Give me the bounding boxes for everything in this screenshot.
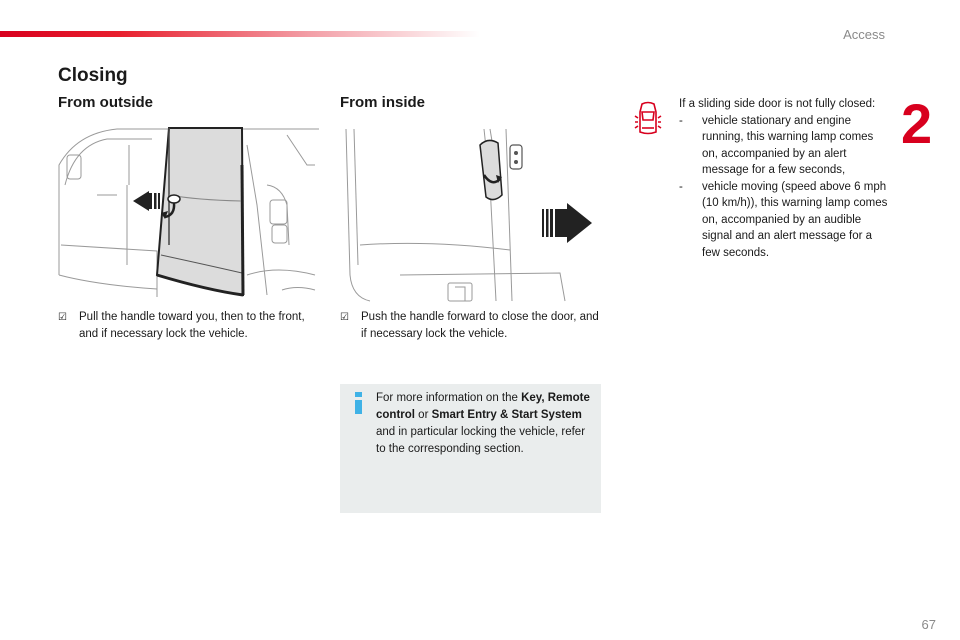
chapter-name: Access [843,27,885,42]
step-text: Pull the handle toward you, then to the front, and if necessary lock the vehicle. [79,311,305,340]
info-text-part: For more information on the [376,392,522,404]
info-text [376,390,591,458]
warning-intro: If a sliding side door is not fully closed: [679,98,876,110]
checkbox-bullet-icon: ☑ [340,312,349,323]
warning-text [679,96,891,261]
heading-from-inside: From inside [340,94,426,111]
info-box [340,384,601,513]
info-icon [353,392,364,414]
info-text-part: and in particular locking the vehicle, refer to the corresponding section. [376,426,586,455]
van-side-door-pull-illustration [57,125,319,303]
warning-item [679,179,891,262]
heading-from-outside: From outside [58,94,154,111]
dash: - [679,114,683,127]
checkbox-bullet-icon: ☑ [58,312,67,323]
warning-item [679,113,891,179]
info-text-part: or [414,409,432,421]
door-open-warning-lamp-icon [633,100,663,138]
dash: - [679,180,683,193]
interior-door-handle-push-illustration [340,125,602,303]
chapter-number: 2 [901,92,933,155]
warning-item-text: vehicle stationary and engine running, this warning lamp comes on, accompanied by an alert message for a few seconds, [702,114,874,176]
header-red-bar [0,31,480,37]
page-number: 67 [921,617,936,632]
info-term-key: Key, Remote control [376,392,590,421]
step-text: Push the handle forward to close the door, and if necessary lock the vehicle. [361,311,599,340]
warning-item-text: vehicle moving (speed above 6 mph (10 km/h)), this warning lamp comes on, accompanied by an audible signal and an alert message for a few seconds. [702,180,888,259]
info-term-smart-entry: Smart Entry & Start System [431,409,582,421]
page-title: Closing [58,65,128,86]
